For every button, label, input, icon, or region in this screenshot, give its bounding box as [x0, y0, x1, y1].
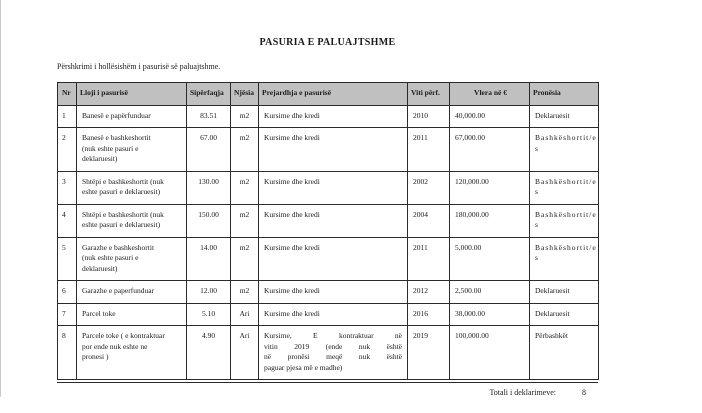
table-row [58, 303, 599, 326]
cell-lloji: Shtëpi e bashkeshortit (nuk eshte pasuri e deklaruesit) [77, 204, 187, 237]
col-header-lloji: Lloji i pasurisë [77, 83, 187, 106]
col-header-vlera: Vlera në € [450, 83, 530, 106]
cell-vlera: 40,000.00 [450, 105, 530, 128]
col-header-siperfaqja: Sipërfaqja [187, 83, 231, 106]
cell-njesia: m2 [231, 105, 259, 128]
cell-lloji: Parcel toke [77, 303, 187, 326]
cell-vlera: 180,000.00 [450, 204, 530, 237]
cell-prejardhja: Kursime dhe kredi [259, 204, 408, 237]
totals-value: 8 [582, 388, 586, 397]
cell-vlera: 67,000.00 [450, 128, 530, 172]
table-row [58, 204, 599, 237]
cell-pronesia: Përbashkët [530, 326, 599, 380]
cell-nr: 8 [58, 326, 77, 380]
cell-viti: 2002 [408, 171, 450, 204]
cell-nr: 3 [58, 171, 77, 204]
document-page [57, 37, 598, 397]
col-header-prejardhja: Prejardhja e pasurisë [259, 83, 408, 106]
cell-viti: 2011 [408, 128, 450, 172]
cell-nr: 5 [58, 237, 77, 281]
col-header-njesia: Njësia [231, 83, 259, 106]
cell-prejardhja: Kursime dhe kredi [259, 105, 408, 128]
cell-njesia: Ari [231, 326, 259, 380]
col-header-viti: Viti përf. [408, 83, 450, 106]
col-header-nr: Nr [58, 83, 77, 106]
cell-viti: 2016 [408, 303, 450, 326]
totals-row [57, 388, 598, 397]
cell-njesia: m2 [231, 281, 259, 304]
cell-lloji: Banesë e bashkeshortit (nuk eshte pasuri e deklaruesit) [77, 128, 187, 172]
table-row [58, 326, 599, 380]
cell-prejardhja: Kursime, E kontraktuar në vitin 2019 (ende nuk është në pronësi meqë nuk është paguar pjesa më e madhe) [259, 326, 408, 380]
cell-viti: 2019 [408, 326, 450, 380]
cell-nr: 1 [58, 105, 77, 128]
page-title: PASURIA E PALUAJTSHME [259, 37, 396, 48]
cell-vlera: 5,000.00 [450, 237, 530, 281]
cell-nr: 7 [58, 303, 77, 326]
cell-pronesia: Deklaruesit [530, 281, 599, 304]
cell-lloji: Garazhe e bashkeshortit (nuk eshte pasuri e deklaruesit) [77, 237, 187, 281]
col-header-pronesia: Pronësia [530, 83, 599, 106]
cell-siperfaqja: 14.00 [187, 237, 231, 281]
cell-njesia: m2 [231, 237, 259, 281]
cell-viti: 2010 [408, 105, 450, 128]
cell-njesia: Ari [231, 303, 259, 326]
cell-siperfaqja: 67.00 [187, 128, 231, 172]
cell-siperfaqja: 5.10 [187, 303, 231, 326]
cell-prejardhja: Kursime dhe kredi [259, 237, 408, 281]
table-row [58, 128, 599, 172]
page-subtitle: Përshkrimi i hollësishëm i pasurisë së paluajtshme. [57, 62, 221, 71]
cell-nr: 4 [58, 204, 77, 237]
page-edge-line [0, 0, 1, 397]
property-table [57, 82, 599, 380]
cell-njesia: m2 [231, 128, 259, 172]
totals-label: Totali i deklarimeve: [489, 388, 556, 397]
cell-viti: 2012 [408, 281, 450, 304]
table-row [58, 237, 599, 281]
table-header-row [58, 83, 599, 106]
cell-pronesia: Bashkëshortit/e s [530, 128, 599, 172]
table-row [58, 105, 599, 128]
table-bottom-rule [57, 382, 598, 383]
cell-nr: 2 [58, 128, 77, 172]
cell-pronesia: Deklaruesit [530, 303, 599, 326]
cell-vlera: 100,000.00 [450, 326, 530, 380]
cell-lloji: Banesë e papërfunduar [77, 105, 187, 128]
cell-lloji: Parcele toke ( e kontraktuar por ende nuk eshte ne pronesi ) [77, 326, 187, 380]
table-row [58, 171, 599, 204]
cell-pronesia: Deklaruesit [530, 105, 599, 128]
cell-pronesia: Bashkëshortit/e s [530, 204, 599, 237]
cell-siperfaqja: 83.51 [187, 105, 231, 128]
cell-siperfaqja: 130.00 [187, 171, 231, 204]
cell-prejardhja: Kursime dhe kredi [259, 171, 408, 204]
cell-siperfaqja: 4.90 [187, 326, 231, 380]
cell-siperfaqja: 150.00 [187, 204, 231, 237]
cell-prejardhja: Kursime dhe kredi [259, 303, 408, 326]
cell-pronesia: Bashkëshortit/e s [530, 171, 599, 204]
cell-viti: 2011 [408, 237, 450, 281]
table-row [58, 281, 599, 304]
cell-prejardhja: Kursime dhe kredi [259, 281, 408, 304]
cell-nr: 6 [58, 281, 77, 304]
cell-njesia: m2 [231, 204, 259, 237]
cell-prejardhja: Kursime dhe kredi [259, 128, 408, 172]
cell-vlera: 2,500.00 [450, 281, 530, 304]
cell-njesia: m2 [231, 171, 259, 204]
cell-vlera: 38,000.00 [450, 303, 530, 326]
cell-viti: 2004 [408, 204, 450, 237]
cell-lloji: Shtëpi e bashkeshortit (nuk eshte pasuri e deklaruesit) [77, 171, 187, 204]
cell-siperfaqja: 12.00 [187, 281, 231, 304]
cell-lloji: Garazhe e paperfunduar [77, 281, 187, 304]
cell-vlera: 120,000.00 [450, 171, 530, 204]
cell-pronesia: Bashkëshortit/e s [530, 237, 599, 281]
